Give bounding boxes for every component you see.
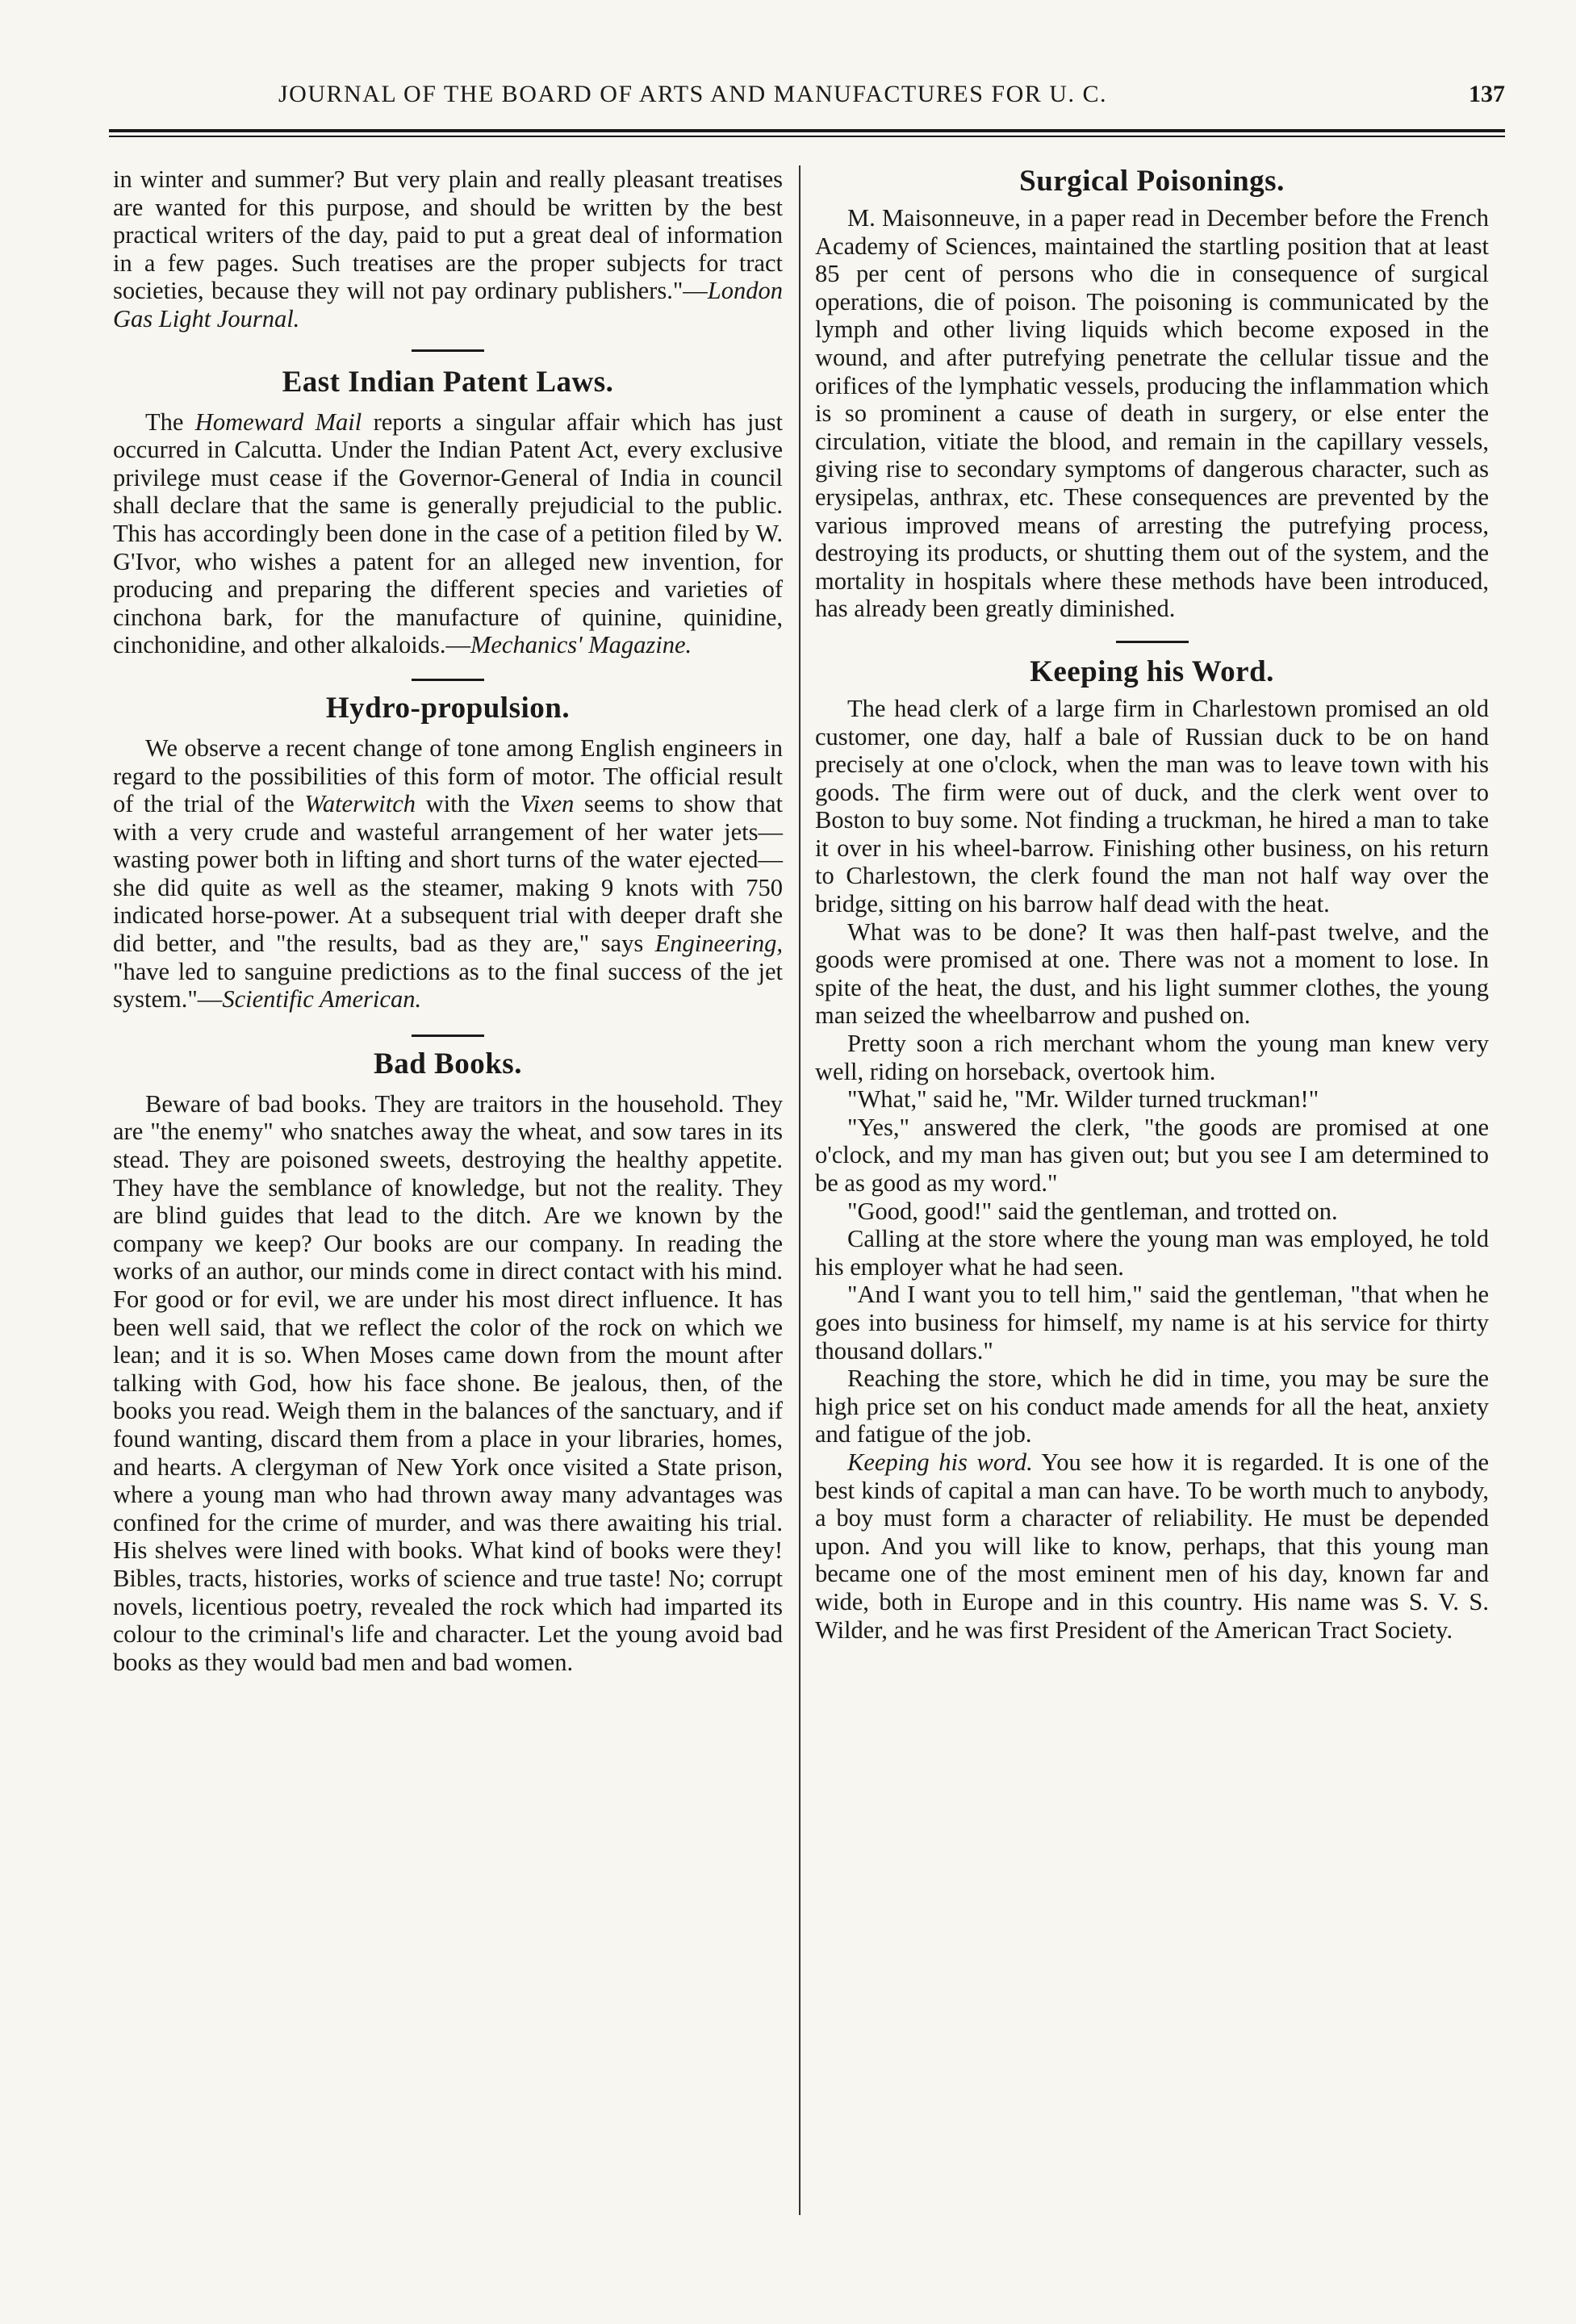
article-separator (1116, 641, 1189, 643)
article-paragraph (113, 408, 783, 659)
periodical-name: Engineering, (654, 930, 783, 958)
article-heading: Surgical Poisonings. (1019, 165, 1285, 198)
article-paragraph: "Good, good!" said the gentleman, and trotted on. (847, 1197, 1338, 1225)
text-run: reports a singular affair which has just occurred in Calcutta. Under the Indian Patent Act, every exclusive privilege must cease if the Governor-General of India in council shall declare that the same is generally prejudicial to the public. This has accordingly been done in the case of a petition filed by W. G'Ivor, who wishes a patent for an alleged new invention, for producing and preparing the different species and varieties of cinchona bark, for the manufacture of quinine, quinidine, cinchonidine, and other alkaloids.— (113, 408, 784, 659)
text-run: The (145, 408, 195, 436)
text-run: with the (416, 790, 520, 818)
article-paragraph: "What," said he, "Mr. Wilder turned truckman!" (847, 1085, 1319, 1114)
article-paragraph: Beware of bad books. They are traitors in the household. They are "the enemy" who snatches away the wheat, and sow tares in its stead. They are poisoned sweets, destroying the healthy appetite. They have the semblance of knowledge, but not the reality. They are blind guides that lead to the ditch. Are we known by the company we keep? Our books are our company. In reading the works of an author, our minds come in direct contact with his mind. For good or for evil, we are under his most direct influence. It has been well said, that we reflect the color of the rock on which we lean; and it is so. When Moses came down from the mount after talking with God, how his face shone. Be jealous, then, of the books you read. Weigh them in the balances of the sanctuary, and if found wanting, discard them from a place in your libraries, homes, and hearts. A clergyman of New York once visited a State prison, where a young man who had thrown away many advantages was confined for the crime of murder, and was there awaiting his trial. His shelves were lined with books. What kind of books were they! Bibles, tracts, histories, works of science and true taste! No; corrupt novels, licentious poetry, revealed the rock which had imparted its colour to the criminal's life and character. Let the young avoid bad books as they would bad men and bad women. (113, 1089, 783, 1676)
continued-article-text (113, 165, 783, 333)
article-source: London Gas Light Journal. (113, 277, 783, 332)
ship-name: Waterwitch (304, 790, 416, 818)
article-source: Mechanics' Magazine. (470, 631, 692, 659)
text-run: "have led to sanguine predictions as to the final success of the jet system."— (113, 957, 783, 1014)
article-paragraph (815, 1448, 1489, 1644)
article-paragraph: The head clerk of a large firm in Charlestown promised an old customer, one day, half a bale of Russian duck to be on hand precisely at one o'clock, when the man was to leave town with his goods. The firm were out of duck, and the clerk went over to Boston to buy some. Not finding a truckman, he hired a man to take it over in his wheel-barrow. Finishing other business, on his return to Charlestown, the clerk found the man not half way over the bridge, sitting on his barrow half dead with the heat. (815, 694, 1489, 918)
article-paragraph (113, 734, 783, 1014)
header-rule-thin (109, 136, 1505, 137)
header-rule (109, 129, 1505, 132)
article-paragraph: "And I want you to tell him," said the gentleman, "that when he goes into business for himself, my name is at his service for thirty thousand dollars." (815, 1281, 1489, 1365)
text-run: We observe a recent change of tone among English engineers in regard to the possibilities of this form of motor. The official result of the trial of the (113, 734, 783, 818)
journal-title: JOURNAL OF THE BOARD OF ARTS AND MANUFACTURES FOR U. C. (278, 81, 1107, 107)
article-heading: Bad Books. (374, 1047, 522, 1080)
right-column (815, 165, 1489, 1644)
emphasis-text: Keeping his word. (847, 1448, 1033, 1476)
article-paragraph: Pretty soon a rich merchant whom the young man knew very well, riding on horseback, overtook him. (815, 1030, 1489, 1085)
text-run: You see how it is regarded. It is one of the best kinds of capital a man can have. To be worth much to anybody, a boy must form a character of reliability. He must be depended upon. And you will like to know, perhaps, that this young man became one of the most eminent men of his day, known far and wide, both in Europe and in this country. His name was S. V. S. Wilder, and he was first President of the American Tract Society. (815, 1448, 1489, 1644)
article-paragraph: What was to be done? It was then half-past twelve, and the goods were promised at one. There was not a moment to lose. In spite of the heat, the dust, and his light summer clothes, the young man seized the wheelbarrow and pushed on. (815, 917, 1489, 1030)
article-source: Scientific American. (222, 985, 422, 1014)
article-separator (412, 1035, 484, 1037)
article-paragraph: Calling at the store where the young man was employed, he told his employer what he had seen. (815, 1225, 1489, 1281)
article-paragraph: M. Maisonneuve, in a paper read in December before the French Academy of Sciences, maintained the startling position that at least 85 per cent of persons who die in consequence of surgical operations, die of poison. The poisoning is communicated by the lymph and other living liquids which become exposed in the wound, and after putrefying penetrate the cellular tissue and the orifices of the lymphatic vessels, producing the inflammation which is so prominent a cause of death in surgery, or else enter the circulation, vitiate the blood, and remain in the capillary vessels, giving rise to secondary symptoms of dangerous character, such as erysipelas, anthrax, etc. These consequences are prevented by the various improved means of arresting the putrefying process, destroying its products, or shutting them out of the system, and the mortality in hospitals where these methods have been introduced, has already been greatly diminished. (815, 204, 1489, 623)
text-run: seems to show that with a very crude and wasteful arrangement of her water jets—wasting power both in lifting and short turns of the water ejected—she did quite as well as the steamer, making 9 knots with 750 indicated horse-power. At a subsequent trial with deeper draft she did better, and "the results, bad as they are," says (113, 790, 783, 958)
ship-name: Vixen (520, 790, 575, 818)
article-paragraph: "Yes," answered the clerk, "the goods are promised at one o'clock, and my man has given out; but you see I am determined to be as good as my word." (815, 1113, 1489, 1197)
article-separator (412, 349, 484, 352)
article-heading: Hydro-propulsion. (325, 691, 571, 725)
column-divider (799, 165, 801, 2215)
page-number: 137 (1469, 81, 1505, 107)
article-separator (412, 679, 484, 681)
continued-text: in winter and summer? But very plain and really pleasant treatises are wanted for this purpose, and should be written by the best practical writers of the day, paid to put a great deal of information in a few pages. Such treatises are the proper subjects for tract societies, because they will not pay ordinary publishers."— (113, 165, 783, 305)
left-column (113, 165, 783, 1676)
page-header (109, 81, 1505, 129)
article-paragraph: Reaching the store, which he did in time, you may be sure the high price set on his conduct made amends for all the heat, anxiety and fatigue of the job. (815, 1365, 1489, 1448)
article-heading: East Indian Patent Laws. (282, 365, 614, 399)
periodical-name: Homeward Mail (194, 408, 362, 436)
article-heading: Keeping his Word. (1030, 654, 1274, 688)
